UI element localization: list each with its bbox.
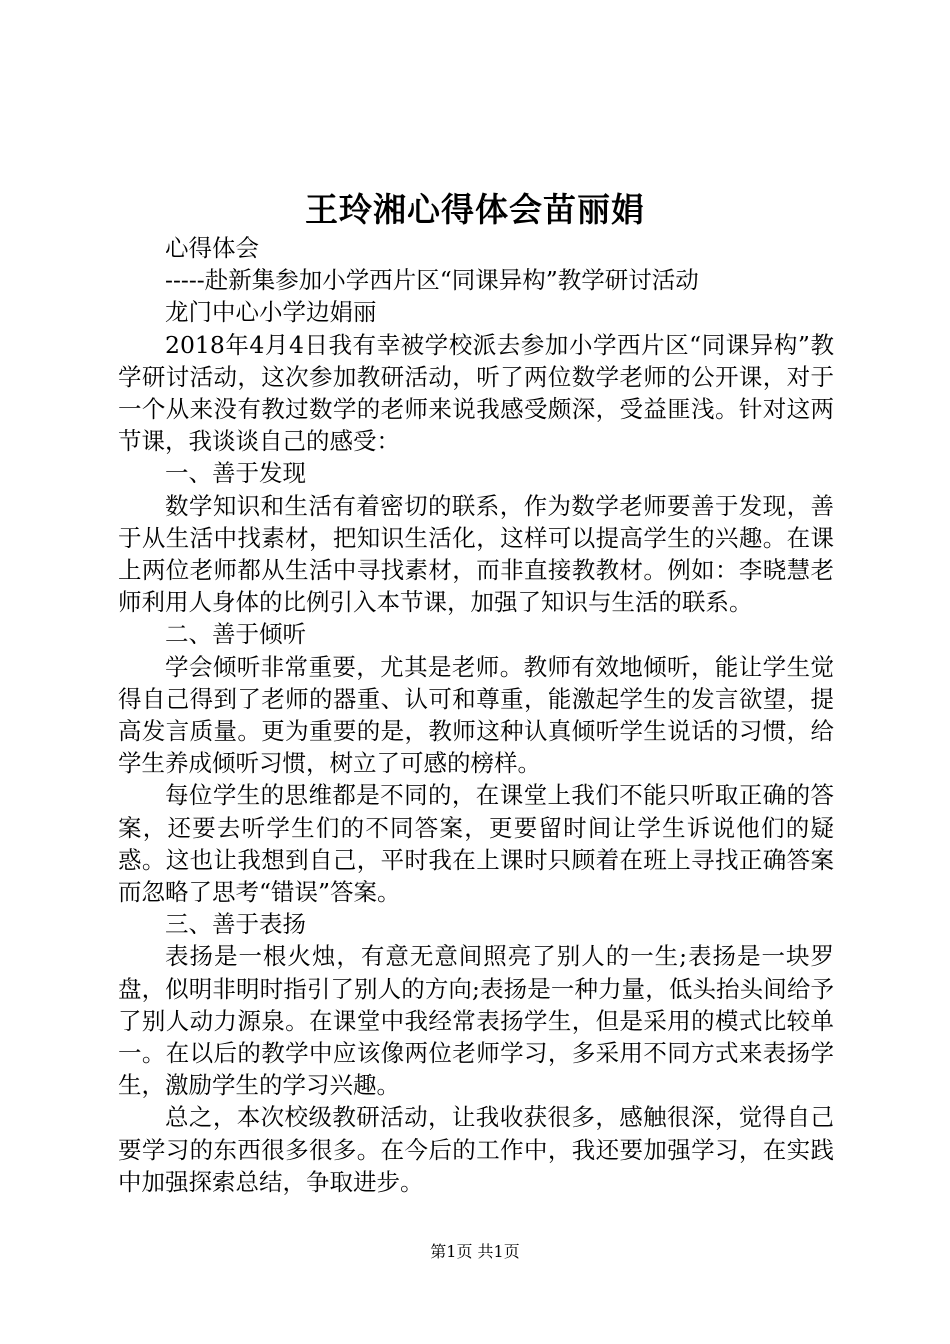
section-heading-3: 三、善于表扬 bbox=[165, 910, 306, 939]
paragraph-section-1: 数学知识和生活有着密切的联系，作为数学老师要善于发现，善于从生活中找素材，把知识生活化，这样可以提高学生的兴趣。在课上两位老师都从生活中寻找素材，而非直接教教材。例如：李晓慧老师利用人身体的比例引入本节课，加强了知识与生活的联系。 bbox=[118, 491, 834, 617]
paragraph-section-2a: 学会倾听非常重要，尤其是老师。教师有效地倾听，能让学生觉得自己得到了老师的器重、认可和尊重，能激起学生的发言欲望，提高发言质量。更为重要的是，教师这种认真倾听学生说话的习惯，给学生养成倾听习惯，树立了可感的榜样。 bbox=[118, 652, 834, 778]
section-heading-1: 一、善于发现 bbox=[165, 459, 306, 488]
paragraph-author: 龙门中心小学边娟丽 bbox=[165, 298, 377, 327]
paragraph-subtitle: -----赴新集参加小学西片区“同课异构”教学研讨活动 bbox=[165, 266, 699, 295]
section-heading-2: 二、善于倾听 bbox=[165, 620, 306, 649]
paragraph-conclusion: 总之，本次校级教研活动，让我收获很多，感触很深，觉得自己要学习的东西很多很多。在今后的工作中，我还要加强学习，在实践中加强探索总结，争取进步。 bbox=[118, 1103, 834, 1196]
document-body bbox=[118, 232, 834, 1198]
paragraph-intro: 2018年4月4日我有幸被学校派去参加小学西片区“同课异构”教学研讨活动，这次参加教研活动，听了两位数学老师的公开课，对于一个从来没有教过数学的老师来说我感受颇深，受益匪浅。针对这两节课，我谈谈自己的感受： bbox=[118, 330, 834, 456]
paragraph-section-2b: 每位学生的思维都是不同的，在课堂上我们不能只听取正确的答案，还要去听学生们的不同答案，更要留时间让学生诉说他们的疑惑。这也让我想到自己，平时我在上课时只顾着在班上寻找正确答案而忽略了思考“错误”答案。 bbox=[118, 781, 834, 907]
page-footer: 第1页 共1页 bbox=[430, 1242, 520, 1261]
paragraph-heading-label: 心得体会 bbox=[165, 234, 259, 262]
paragraph-section-3: 表扬是一根火烛，有意无意间照亮了别人的一生;表扬是一块罗盘，似明非明时指引了别人的方向;表扬是一种力量，低头抬头间给予了别人动力源泉。在课堂中我经常表扬学生，但是采用的模式比较单一。在以后的教学中应该像两位老师学习，多采用不同方式来表扬学生，激励学生的学习兴趣。 bbox=[118, 942, 834, 1100]
document-title: 王玲湘心得体会苗丽娟 bbox=[305, 190, 645, 229]
